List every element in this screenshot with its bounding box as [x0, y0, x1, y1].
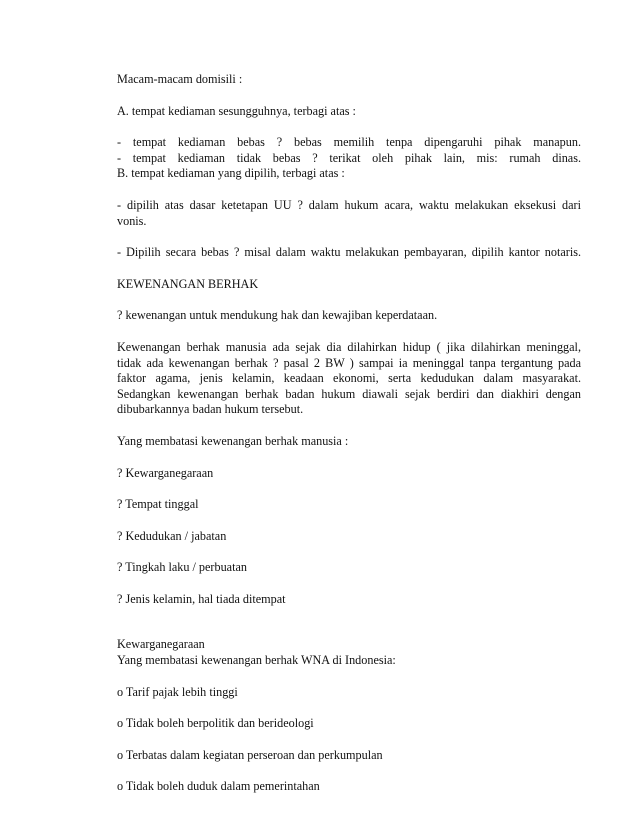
wna-item: o Tidak boleh duduk dalam pemerintahan	[117, 779, 320, 794]
wna-heading: Yang membatasi kewenangan berhak WNA di Indonesia:	[117, 653, 396, 668]
wna-item: o Tidak boleh berpolitik dan berideologi	[117, 716, 314, 731]
limit-item: ? Kedudukan / jabatan	[117, 528, 227, 543]
section-a-heading: A. tempat kediaman sesungguhnya, terbagi atas :	[117, 103, 356, 118]
section-b-item-1-line-1: - dipilih atas dasar ketetapan UU ? dalam hukum acara, waktu melakukan eksekusi dari	[117, 197, 581, 212]
section-b-item-1-line-2: vonis.	[117, 213, 147, 228]
section-b-heading: B. tempat kediaman yang dipilih, terbagi atas :	[117, 166, 345, 181]
limit-item: ? Kewarganegaraan	[117, 465, 214, 480]
wna-item: o Terbatas dalam kegiatan perseroan dan perkumpulan	[117, 747, 383, 762]
kewarganegaraan-heading: Kewarganegaraan	[117, 637, 205, 652]
paragraph-line-3: faktor agama, jenis kelamin, keadaan ekonomi, serta kedudukan dalam masyarakat.	[117, 371, 581, 386]
limit-item: ? Tingkah laku / perbuatan	[117, 560, 247, 575]
document-body	[117, 72, 581, 795]
limit-item: ? Tempat tinggal	[117, 497, 199, 512]
section-a-item-2: - tempat kediaman tidak bebas ? terikat oleh pihak lain, mis: rumah dinas.	[117, 150, 581, 165]
wna-item: o Tarif pajak lebih tinggi	[117, 684, 238, 699]
kewenangan-definition: ? kewenangan untuk mendukung hak dan kewajiban keperdataan.	[117, 308, 438, 323]
section-a-item-1: - tempat kediaman bebas ? bebas memilih tenpa dipengaruhi pihak manapun.	[117, 135, 581, 150]
paragraph-line-2: tidak ada kewenangan berhak ? pasal 2 BW ) sampai ia meninggal tanpa tergantung pada	[117, 355, 581, 370]
limit-item: ? Jenis kelamin, hal tiada ditempat	[117, 591, 286, 606]
paragraph-line-1: Kewenangan berhak manusia ada sejak dia dilahirkan hidup ( jika dilahirkan meninggal,	[117, 339, 581, 354]
kewenangan-heading: KEWENANGAN BERHAK	[117, 276, 259, 291]
limits-heading: Yang membatasi kewenangan berhak manusia :	[117, 433, 349, 448]
section-b-item-2: - Dipilih secara bebas ? misal dalam waktu melakukan pembayaran, dipilih kantor notaris.	[117, 245, 581, 260]
heading-domisili: Macam-macam domisili :	[117, 72, 243, 86]
paragraph-line-4: Sedangkan kewenangan berhak badan hukum diawali sejak berdiri dan diakhiri dengan	[117, 386, 581, 401]
paragraph-line-5: dibubarkannya badan hukum tersebut.	[117, 402, 304, 417]
